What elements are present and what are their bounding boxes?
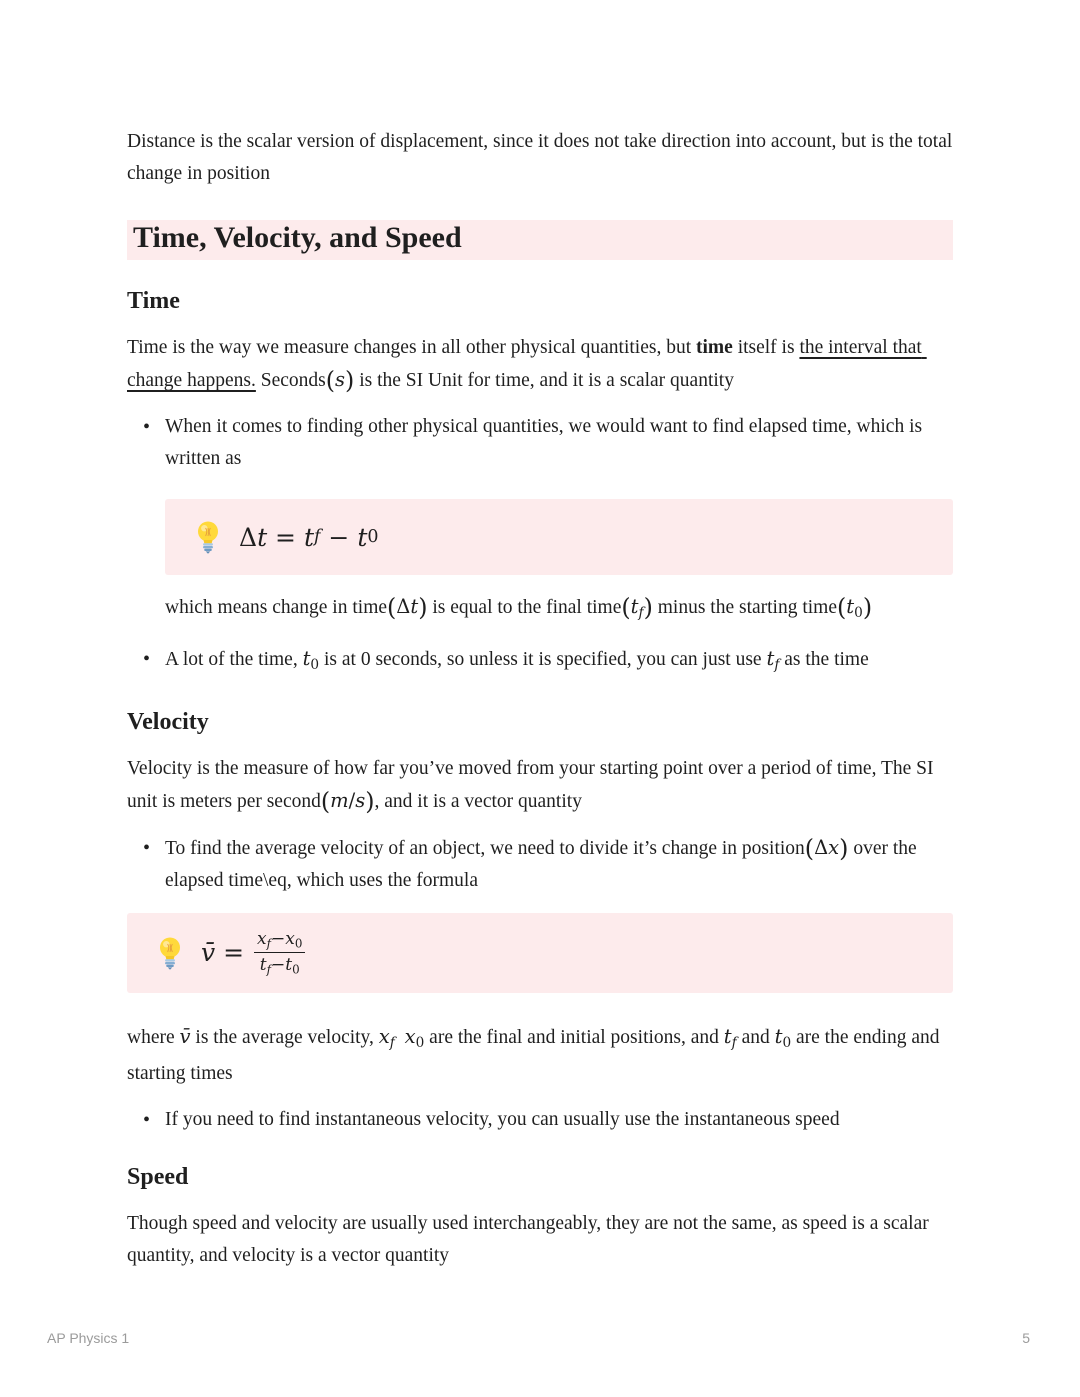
velocity-formula-callout [127,913,953,993]
time-formula-callout [165,499,953,575]
text-segment: x [404,1024,416,1048]
text-segment: s [335,368,346,391]
text-segment: ( [804,834,815,862]
text-segment: 0 [367,527,379,547]
text-segment: t [774,1024,783,1048]
avg-velocity-fraction [254,929,305,977]
text-segment: x [285,928,295,949]
text-segment: are the ending and starting times [127,1026,945,1085]
time-heading: Time [127,288,180,314]
footer-page-number: 5 [1022,1330,1030,1346]
text-segment: ( [320,787,331,815]
text-segment: If you need to find instantaneous velocity, you can usually use the instantaneous speed [165,1109,840,1131]
text-segment: where [127,1026,180,1048]
text-segment: f [731,1034,737,1051]
text-segment: = [267,522,304,552]
text-segment: t [259,955,267,976]
text-segment: t [766,646,775,670]
speed-section [127,1162,953,1272]
speed-paragraph [127,1208,953,1272]
time-paragraph [127,332,953,397]
text-segment: To find the average velocity of an object, we need to divide it’s change in position [165,837,805,859]
text-segment: ) [643,593,653,622]
text-segment: s [355,788,366,812]
text-segment: t [357,522,368,552]
text-segment: the interval that change happens. [127,337,927,391]
page-footer [47,1330,1030,1346]
text-segment: f [774,656,780,673]
text-segment: t [285,955,293,976]
text-segment: 0 [292,962,300,977]
text-segment: ) [839,834,849,862]
text-segment: Δ [396,595,411,618]
text-segment: f [266,962,271,977]
text-segment: Seconds [255,370,326,391]
velocity-bullet-average [127,832,953,897]
fraction-denominator [254,953,305,977]
velocity-paragraph [127,753,953,818]
text-segment: which means change in time [165,597,388,618]
text-segment: A lot of the time, [165,648,303,670]
text-segment [395,1027,405,1048]
time-bullet-elapsed-time [127,411,953,475]
text-segment: = [215,938,252,968]
text-segment: over the elapsed time\eq, which uses the formula [165,837,922,891]
text-segment: ) [862,593,873,622]
text-segment: f [389,1034,395,1051]
section-heading-highlight [127,220,953,260]
text-segment: / [348,788,356,812]
text-segment: t [723,1024,732,1048]
section-heading-text: Time, Velocity, and Speed [133,221,462,254]
text-segment: x [828,835,840,859]
text-segment: t [303,522,314,552]
time-formula-explanation [165,591,953,629]
velocity-bullet-instantaneous [127,1104,953,1136]
text-segment: Δ [814,835,829,859]
text-segment: 0 [415,1034,425,1051]
footer-doc-title: AP Physics 1 [47,1330,130,1346]
text-segment: − [270,928,286,949]
text-segment: ) [418,593,428,622]
text-segment: time [696,337,733,358]
text-segment: is the average velocity, [190,1026,379,1048]
text-segment: 0 [782,1034,792,1051]
text-segment: ) [345,366,355,395]
text-segment: ( [325,366,336,395]
text-segment: f [266,935,271,950]
text-segment: minus the starting time [652,597,838,618]
text-segment: t [302,646,311,670]
text-segment: When it comes to finding other physical quantities, we would want to find elapsed time, which is written as [165,416,927,469]
avg-velocity-lhs [201,938,252,967]
text-segment: 0 [854,604,863,621]
text-segment: is the SI Unit for time, and it is a scalar quantity [354,370,734,391]
text-segment: t [630,595,639,618]
text-segment: v̄ [179,1024,191,1048]
text-segment: ( [621,593,631,622]
text-segment: − [320,522,358,552]
text-segment: Distance is the scalar version of displacement, since it does not take direction into account, but is the total change in position [127,131,958,184]
velocity-section [127,707,953,1137]
velocity-heading: Velocity [127,708,209,735]
delta-t-formula [239,523,379,552]
text-segment: x [378,1024,390,1048]
text-segment: m [330,788,349,812]
lightbulb-icon [155,936,185,970]
text-segment: Though speed and velocity are usually used interchangeably, they are not the same, as speed is a scalar quantity, and velocity is a vector quantity [127,1213,934,1267]
text-segment: x [256,928,267,949]
text-segment: v̄ [201,938,216,968]
time-bullet-t0-zero [127,643,953,681]
speed-heading: Speed [127,1164,189,1191]
lightbulb-icon [193,520,223,554]
text-segment: t [410,595,419,618]
text-segment: ( [387,593,397,622]
intro-paragraph [127,126,958,190]
text-segment: 0 [310,656,320,673]
text-segment: ( [837,593,847,622]
text-segment: 0 [294,935,303,950]
text-segment: , and it is a vector quantity [374,790,582,812]
text-segment: t [257,522,268,552]
text-segment: Δ [239,522,258,552]
text-segment: is at 0 seconds, so unless it is specified, you can just use [319,648,767,670]
text-segment: ) [365,787,375,815]
text-segment: f [314,527,321,547]
velocity-formula-explanation [127,1021,953,1091]
fraction-numerator [254,929,305,954]
text-segment: itself is [732,337,800,358]
avg-velocity-formula [201,929,305,977]
time-section [127,286,953,681]
text-segment: f [638,604,644,621]
text-segment: and [736,1026,775,1048]
text-segment: t [846,595,855,618]
text-segment: as the time [779,648,869,670]
text-segment: Time is the way we measure changes in all other physical quantities, but [127,337,696,358]
text-segment: are the final and initial positions, and [424,1026,724,1048]
text-segment: is equal to the final time [427,597,622,618]
text-segment: Velocity is the measure of how far you’ve moved from your starting point over a period of time, The SI unit is meters per second [127,757,939,812]
text-segment: − [270,955,286,976]
